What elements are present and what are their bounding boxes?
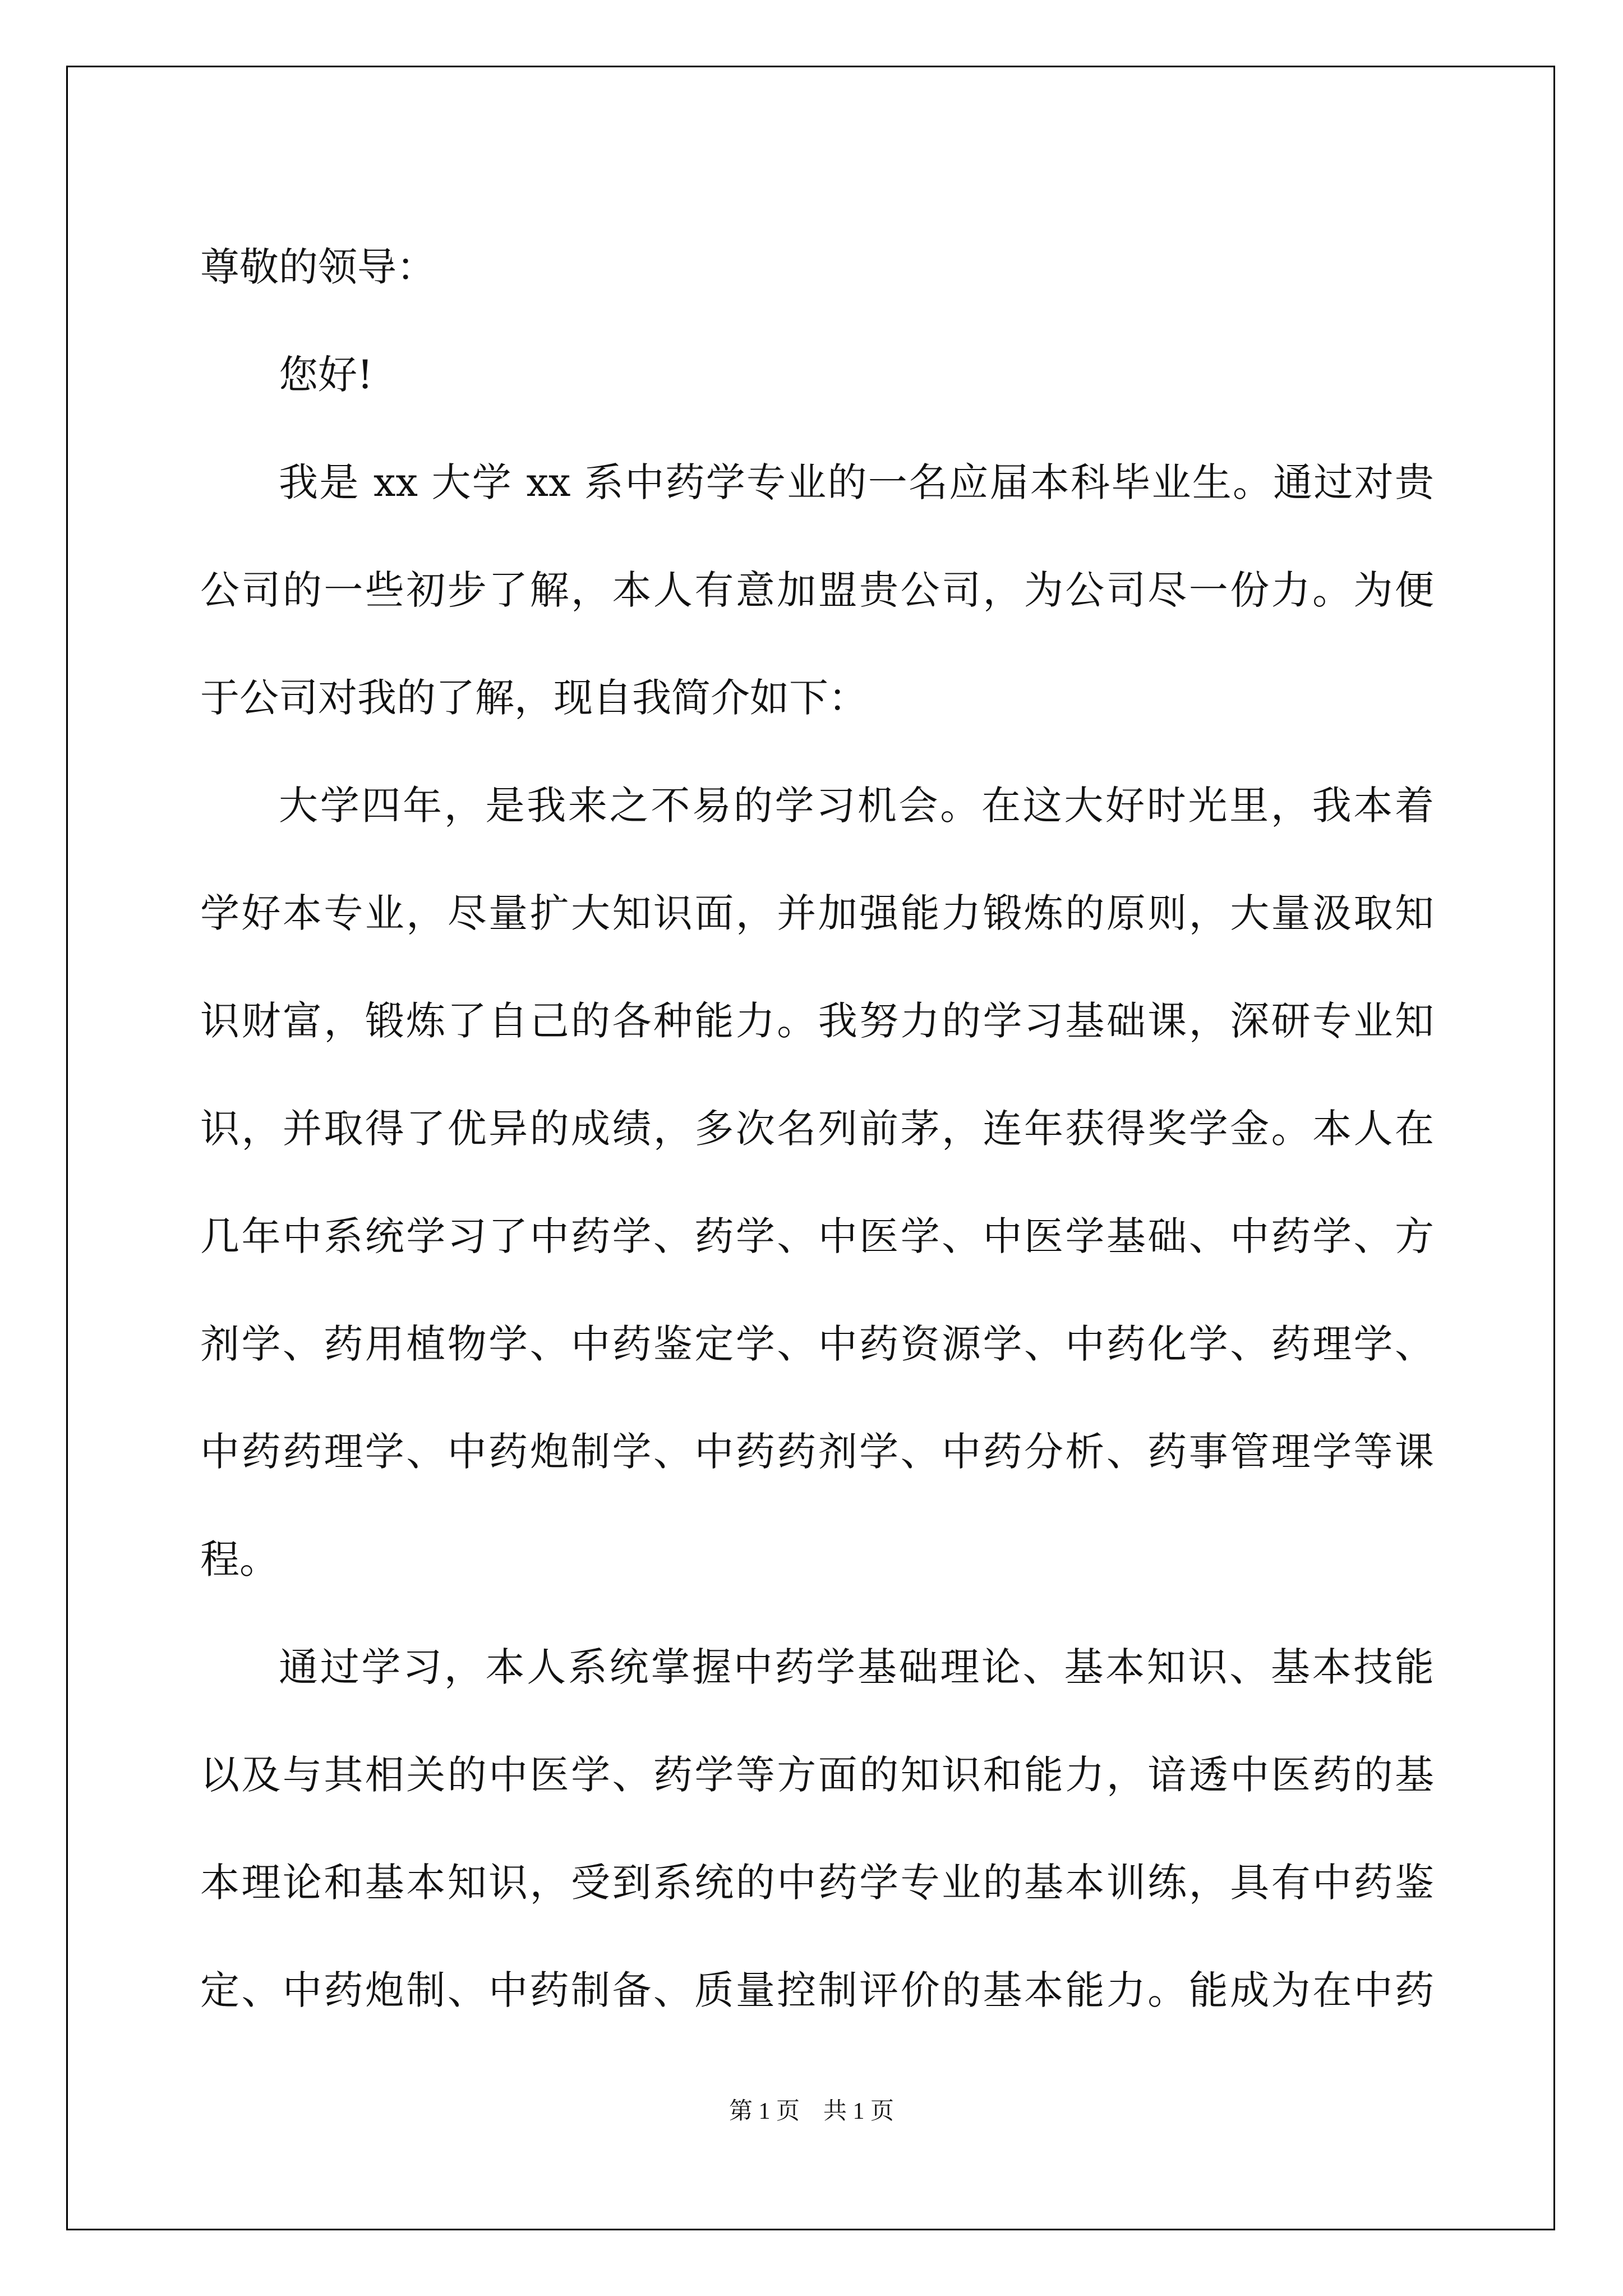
paragraph-skills <box>200 1613 1434 2044</box>
paragraph-study <box>200 752 1434 1613</box>
text-line: 程。 <box>200 1536 279 1582</box>
text-line: 于公司对我的了解，现自我简介如下： <box>200 675 868 721</box>
salutation: 尊敬的领导： <box>200 244 436 290</box>
text-line: 以及与其相关的中医学、药学等方面的知识和能力，谙透中医药的基 <box>200 1752 1434 1798</box>
text-line: 识财富，锻炼了自己的各种能力。我努力的学习基础课，深研专业知 <box>200 998 1434 1044</box>
text-line: 剂学、药用植物学、中药鉴定学、中药资源学、中药化学、药理学、 <box>200 1321 1434 1367</box>
greeting: 您好! <box>279 352 374 398</box>
text-line: 通过学习，本人系统掌握中药学基础理论、基本知识、基本技能 <box>279 1644 1434 1690</box>
page-number-footer: 第 1 页 共 1 页 <box>728 2099 894 2124</box>
text-line: 几年中系统学习了中药学、药学、中医学、中医学基础、中药学、方 <box>200 1213 1434 1259</box>
text-line: 学好本专业，尽量扩大知识面，并加强能力锻炼的原则，大量汲取知 <box>200 890 1434 936</box>
text-line: 中药药理学、中药炮制学、中药药剂学、中药分析、药事管理学等课 <box>200 1429 1434 1475</box>
text-line: 识，并取得了优异的成绩，多次名列前茅，连年获得奖学金。本人在 <box>200 1106 1434 1152</box>
letter-body <box>200 213 1434 2044</box>
text-line: 本理论和基本知识，受到系统的中药学专业的基本训练，具有中药鉴 <box>200 1860 1434 1906</box>
text-line: 定、中药炮制、中药制备、质量控制评价的基本能力。能成为在中药 <box>200 1967 1434 2013</box>
text-line: 我是 xx 大学 xx 系中药学专业的一名应届本科毕业生。通过对贵 <box>279 459 1434 505</box>
paragraph-intro <box>200 429 1434 752</box>
text-line: 公司的一些初步了解，本人有意加盟贵公司，为公司尽一份力。为便 <box>200 567 1434 613</box>
text-line: 大学四年，是我来之不易的学习机会。在这大好时光里，我本着 <box>279 783 1434 829</box>
